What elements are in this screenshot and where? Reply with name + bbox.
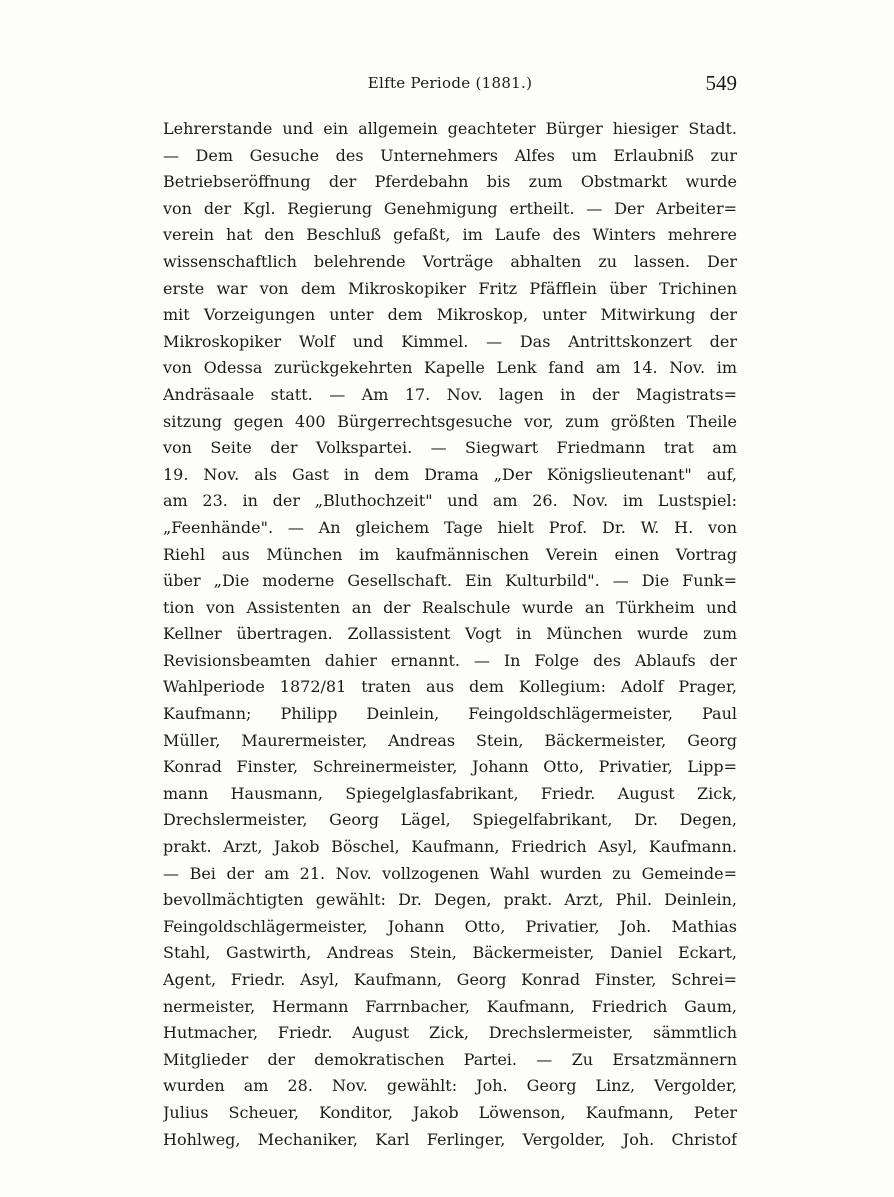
- text-line: Feingoldschlägermeister, Johann Otto, Privatier, Joh. Mathias: [163, 916, 737, 936]
- text-line: Kellner übertragen. Zollassistent Vogt in München wurde zum: [163, 624, 737, 644]
- text-line: — Bei der am 21. Nov. vollzogenen Wahl wurden zu Gemeinde=: [163, 863, 737, 883]
- text-line: Drechslermeister, Georg Lägel, Spiegelfabrikant, Dr. Degen,: [163, 810, 737, 830]
- page-number: 549: [705, 71, 737, 95]
- text-line: mit Vorzeigungen unter dem Mikroskop, unter Mitwirkung der: [163, 305, 737, 325]
- text-line: sitzung gegen 400 Bürgerrechtsgesuche vor, zum größten Theile: [163, 411, 737, 431]
- text-line: Mitglieder der demokratischen Partei. — Zu Ersatzmännern: [163, 1049, 737, 1069]
- text-line: wissenschaftlich belehrende Vorträge abhalten zu lassen. Der: [163, 251, 737, 271]
- text-line: von der Kgl. Regierung Genehmigung ertheilt. — Der Arbeiter=: [163, 198, 737, 218]
- text-line: Müller, Maurermeister, Andreas Stein, Bäckermeister, Georg: [163, 730, 737, 750]
- text-line: „Feenhände". — An gleichem Tage hielt Prof. Dr. W. H. von: [163, 517, 737, 537]
- text-line: Stahl, Gastwirth, Andreas Stein, Bäckermeister, Daniel Eckart,: [163, 943, 737, 963]
- text-line: Konrad Finster, Schreinermeister, Johann Otto, Privatier, Lipp=: [163, 757, 737, 777]
- text-line: bevollmächtigten gewählt: Dr. Degen, prakt. Arzt, Phil. Deinlein,: [163, 890, 737, 910]
- text-line: Andräsaale statt. — Am 17. Nov. lagen in der Magistrats=: [163, 384, 737, 404]
- text-line: Julius Scheuer, Konditor, Jakob Löwenson, Kaufmann, Peter: [163, 1102, 737, 1122]
- text-line: über „Die moderne Gesellschaft. Ein Kulturbild". — Die Funk=: [163, 571, 737, 591]
- text-line: nermeister, Hermann Farrnbacher, Kaufmann, Friedrich Gaum,: [163, 996, 737, 1016]
- text-line: Lehrerstande und ein allgemein geachteter Bürger hiesiger Stadt.: [163, 119, 737, 138]
- text-line: Agent, Friedr. Asyl, Kaufmann, Georg Konrad Finster, Schrei=: [163, 970, 737, 989]
- text-line: Wahlperiode 1872/81 traten aus dem Kollegium: Adolf Prager,: [163, 677, 737, 697]
- text-line: erste war von dem Mikroskopiker Fritz Pfäfflein über Trichinen: [163, 278, 737, 298]
- text-line: Riehl aus München im kaufmännischen Verein einen Vortrag: [163, 544, 737, 564]
- text-line: Revisionsbeamten dahier ernannt. — In Folge des Ablaufs der: [163, 650, 737, 670]
- text-line: mann Hausmann, Spiegelglasfabrikant, Friedr. August Zick,: [163, 783, 737, 803]
- text-line: von Odessa zurückgekehrten Kapelle Lenk fand am 14. Nov. im: [163, 358, 737, 378]
- text-line: Hutmacher, Friedr. August Zick, Drechslermeister, sämmtlich: [163, 1023, 737, 1043]
- text-line: verein hat den Beschluß gefaßt, im Laufe des Winters mehrere: [163, 225, 737, 245]
- running-title: Elfte Periode (1881.): [367, 74, 533, 92]
- text-line: von Seite der Volkspartei. — Siegwart Friedmann trat am: [163, 438, 737, 458]
- text-line: Kaufmann; Philipp Deinlein, Feingoldschlägermeister, Paul: [163, 704, 737, 724]
- page-header: [163, 71, 737, 104]
- text-line: Mikroskopiker Wolf und Kimmel. — Das Antrittskonzert der: [163, 331, 737, 351]
- text-line: Betriebseröffnung der Pferdebahn bis zum Obstmarkt wurde: [163, 172, 737, 192]
- text-line: wurden am 28. Nov. gewählt: Joh. Georg Linz, Vergolder,: [163, 1076, 737, 1096]
- text-line: prakt. Arzt, Jakob Böschel, Kaufmann, Friedrich Asyl, Kaufmann.: [163, 837, 737, 857]
- text-line: Hohlweg, Mechaniker, Karl Ferlinger, Vergolder, Joh. Christof: [163, 1129, 737, 1149]
- body-text: [163, 116, 737, 1153]
- text-line: tion von Assistenten an der Realschule wurde an Türkheim und: [163, 597, 737, 617]
- text-line: 19. Nov. als Gast in dem Drama „Der Königslieutenant" auf,: [163, 464, 737, 484]
- text-line: — Dem Gesuche des Unternehmers Alfes um Erlaubniß zur: [163, 145, 737, 165]
- text-line: am 23. in der „Bluthochzeit" und am 26. Nov. im Lustspiel:: [163, 491, 737, 511]
